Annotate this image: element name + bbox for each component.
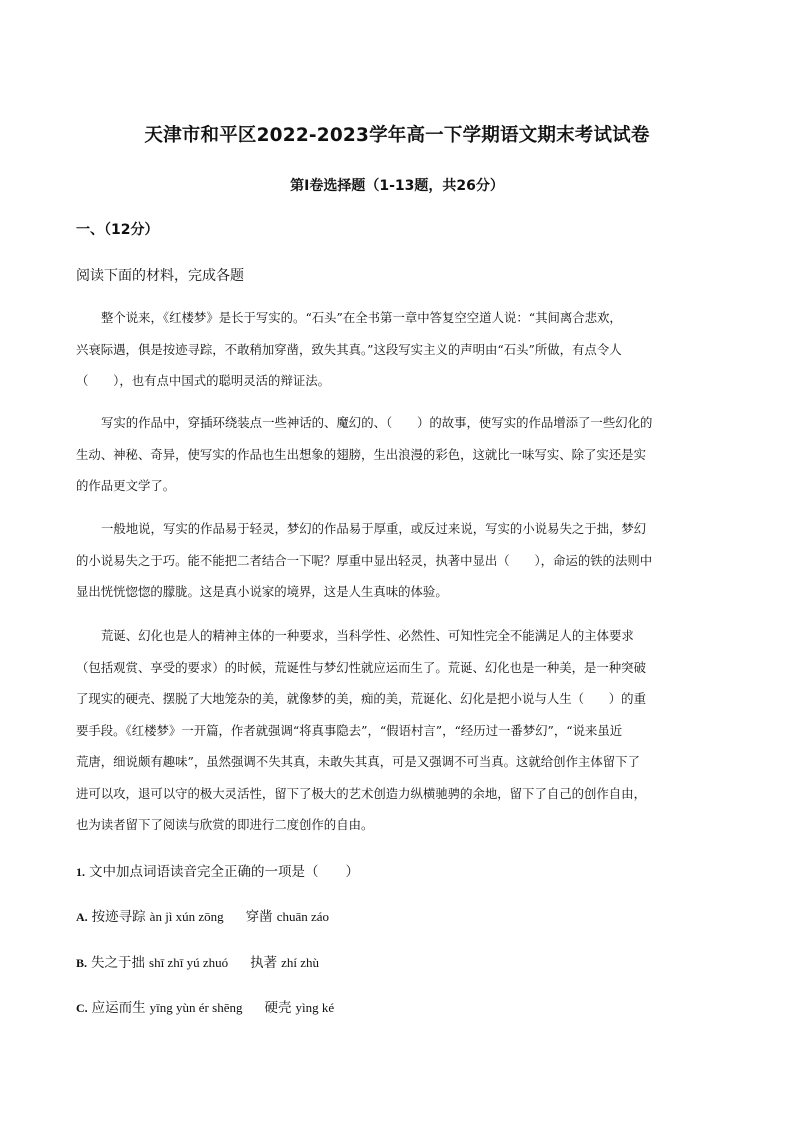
option-word: 硬壳: [264, 1000, 292, 1016]
passage-paragraph-2: [76, 407, 720, 502]
option-pinyin: zhí zhù: [281, 955, 319, 970]
option-letter: C.: [76, 1001, 88, 1015]
option-pinyin: shī zhī yú zhuó: [149, 955, 229, 970]
paragraph-line: 进可以攻，退可以守的极大灵活性，留下了极大的艺术创造力纵横驰骋的余地，留下了自己的创作自由，: [76, 785, 646, 801]
paragraph-line: 整个说来，《红楼梦》是长于写实的。“石头”在全书第一章中答复空空道人说：“其间离合悲欢，: [101, 310, 622, 325]
paragraph-line: 的作品更文学了。: [76, 478, 176, 493]
option-b[interactable]: [76, 951, 319, 971]
section-subtitle: 第I卷选择题（1-13题，共26分）: [290, 178, 504, 194]
page-title: 天津市和平区2022-2023学年高一下学期语文期末考试试卷: [144, 125, 650, 146]
paragraph-line: 显出恍恍惚惚的朦胧。这是真小说家的境界，这是人生真味的体验。: [76, 584, 448, 599]
option-letter: A.: [76, 910, 88, 924]
paragraph-line: 了现实的硬壳、摆脱了大地笼杂的美，就像梦的美，痴的美，荒诞化、幻化是把小说与人生（ ）的重: [76, 691, 646, 706]
paragraph-line: 要手段。《红楼梦》一开篇，作者就强调“将真事隐去”，“假语村言”，“经历过一番梦幻”，“说来虽近: [76, 722, 623, 738]
paragraph-line: 生动、神秘、奇异，使写实的作品也生出想象的翅膀，生出浪漫的彩色，这就比一味写实、除了实还是实: [76, 446, 646, 462]
reading-instruction: 阅读下面的材料，完成各题: [76, 268, 244, 284]
question-1: [76, 860, 359, 880]
option-pinyin: chuān záo: [276, 909, 330, 924]
question-text: 文中加点词语读音完全正确的一项是（ ）: [89, 864, 359, 880]
paragraph-line: 写实的作品中，穿插环绕装点一些神话的、魔幻的、（ ）的故事，使写实的作品增添了一些幻化的: [101, 415, 653, 430]
option-pinyin: àn jì xún zōng: [149, 909, 224, 924]
option-word: 应运而生: [91, 1000, 146, 1016]
paragraph-line: （ ），也有点中国式的聪明灵活的辩证法。: [76, 373, 331, 388]
option-word: 穿凿: [245, 909, 273, 925]
paragraph-line: 也为读者留下了阅读与欣赏的即进行二度创作的自由。: [76, 817, 374, 832]
question-number: 1.: [76, 865, 85, 879]
passage-paragraph-3: [76, 513, 720, 608]
paragraph-line: 的小说易失之于巧。能不能把二者结合一下呢？厚重中显出轻灵，执著中显出（ ），命运的铁的法则中: [76, 552, 653, 568]
option-pinyin: yìng ké: [295, 1000, 335, 1015]
paragraph-line: 荒诞、幻化也是人的精神主体的一种要求，当科学性、必然性、可知性完全不能满足人的主体要求: [101, 628, 634, 643]
option-letter: B.: [76, 956, 88, 970]
option-word: 按迹寻踪: [91, 909, 146, 925]
option-word: 执著: [250, 955, 278, 971]
passage-paragraph-1: [76, 302, 720, 397]
option-c[interactable]: [76, 996, 334, 1016]
passage-paragraph-4: [76, 620, 720, 841]
option-word: 失之于拙: [91, 955, 146, 971]
paragraph-line: 荒唐，细说颇有趣味”，虽然强调不失其真，未敢失其真，可是又强调不可当真。这就给创作主体留下了: [76, 754, 640, 769]
paragraph-line: 兴衰际遇，俱是按迹寻踪，不敢稍加穿凿，致失其真。”这段写实主义的声明由“石头”所做，有点令人: [76, 341, 622, 357]
paragraph-line: 一般地说，写实的作品易于轻灵，梦幻的作品易于厚重，或反过来说，写实的小说易失之于拙，梦幻: [101, 521, 647, 536]
section-heading: 一、（12分）: [76, 222, 159, 238]
paragraph-line: （包括观赏、享受的要求）的时候，荒诞性与梦幻性就应运而生了。荒诞、幻化也是一种美，是一种突破: [76, 659, 646, 675]
option-a[interactable]: [76, 905, 329, 925]
option-pinyin: yīng yùn ér shēng: [149, 1000, 243, 1015]
